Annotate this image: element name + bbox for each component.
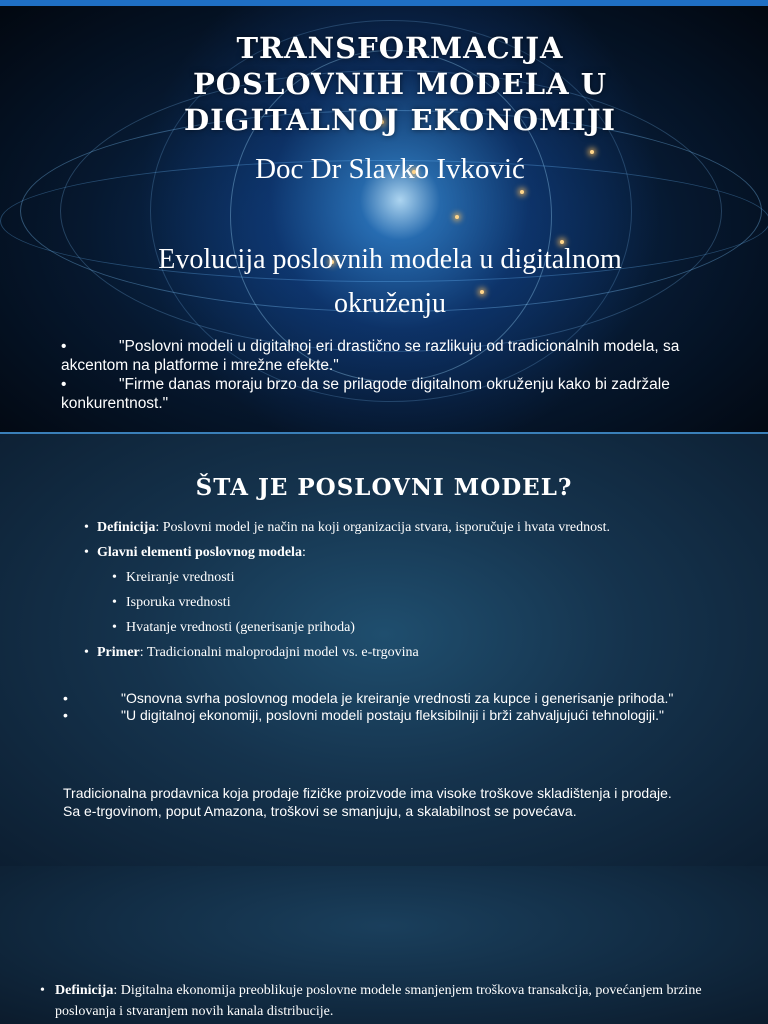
- slide-subtitle: [80, 238, 700, 326]
- quote-item: [63, 690, 683, 707]
- item-text: : Tradicionalni maloprodajni model vs. e-trgovina: [139, 645, 419, 660]
- item-label: Primer: [97, 645, 140, 660]
- light-spark: [520, 190, 524, 194]
- title-line: TRANSFORMACIJA: [236, 31, 564, 65]
- bullet: •: [61, 376, 67, 393]
- sub-list-item: [84, 568, 724, 593]
- bullet: •: [84, 545, 89, 560]
- light-spark: [455, 215, 459, 219]
- bullet: •: [112, 620, 117, 635]
- bullet: •: [63, 707, 68, 723]
- bullet: •: [112, 570, 117, 585]
- bullet: •: [40, 983, 45, 998]
- bullet: •: [84, 645, 89, 660]
- bullet-list: [84, 518, 724, 668]
- list-item: [84, 543, 724, 568]
- author-name: Doc Dr Slavko Ivković: [255, 153, 525, 185]
- item-label: Definicija: [55, 983, 114, 998]
- sub-list-item: [84, 593, 724, 618]
- item-text: : Digitalna ekonomija preoblikuje poslovne modele smanjenjem troškova transakcija, povećanjem brzine poslovanja i stvaranjem novih kanala distribucije.: [55, 983, 702, 1019]
- item-label: Glavni elementi poslovnog modela: [97, 545, 302, 560]
- bullet: •: [112, 595, 117, 610]
- bullet: •: [61, 338, 67, 355]
- slide-title: [100, 30, 700, 138]
- quote-item: [61, 337, 741, 375]
- quote-item: [63, 707, 683, 724]
- list-item: [40, 980, 755, 1022]
- sub-item-text: Kreiranje vrednosti: [126, 570, 235, 585]
- item-text: :: [301, 545, 306, 560]
- item-text: : Poslovni model je način na koji organizacija stvara, isporučuje i hvata vrednost.: [155, 520, 610, 535]
- list-item: [84, 518, 724, 543]
- bullet: •: [84, 520, 89, 535]
- quote-text: "Poslovni modeli u digitalnoj eri drastično se razlikuju od tradicionalnih modela, sa akcentom na platforme i mrežne efekte.": [61, 338, 680, 374]
- sub-list-item: [84, 618, 724, 643]
- title-line: POSLOVNIH MODELA U: [192, 67, 608, 101]
- quote-text: "Osnovna svrha poslovnog modela je kreiranje vrednosti za kupce i generisanje prihoda.": [121, 690, 674, 706]
- item-label: Definicija: [97, 520, 156, 535]
- sub-item-text: Hvatanje vrednosti (generisanje prihoda): [126, 620, 355, 635]
- slide-title: ŠTA JE POSLOVNI MODEL?: [195, 474, 573, 501]
- digital-economy-slide: [0, 866, 768, 1024]
- accent-bar: [0, 0, 768, 6]
- definition-slide: [0, 432, 768, 868]
- quote-item: [61, 375, 741, 413]
- quote-text: "Firme danas moraju brzo da se prilagode digitalnom okruženju kako bi zadržale konkurentnost.": [61, 376, 670, 412]
- title-line: DIGITALNOJ EKONOMIJI: [183, 103, 617, 137]
- bullet: •: [63, 690, 68, 706]
- subtitle-line: Evolucija poslovnih modela u digitalnom: [158, 244, 622, 275]
- list-item: [84, 643, 724, 668]
- sub-item-text: Isporuka vrednosti: [126, 595, 231, 610]
- example-paragraph: Tradicionalna prodavnica koja prodaje fizičke proizvode ima visoke troškove skladištenja i prodaje. Sa e-trgovinom, poput Amazona, troškovi se smanjuju, a skalabilnost se povećava.: [63, 785, 672, 819]
- quote-list: [61, 337, 741, 413]
- title-slide: [0, 0, 768, 432]
- subtitle-line: okruženju: [334, 288, 446, 319]
- quote-list: [63, 690, 683, 724]
- quote-text: "U digitalnoj ekonomiji, poslovni modeli postaju fleksibilniji i brži zahvaljujući tehnologiji.": [121, 707, 664, 723]
